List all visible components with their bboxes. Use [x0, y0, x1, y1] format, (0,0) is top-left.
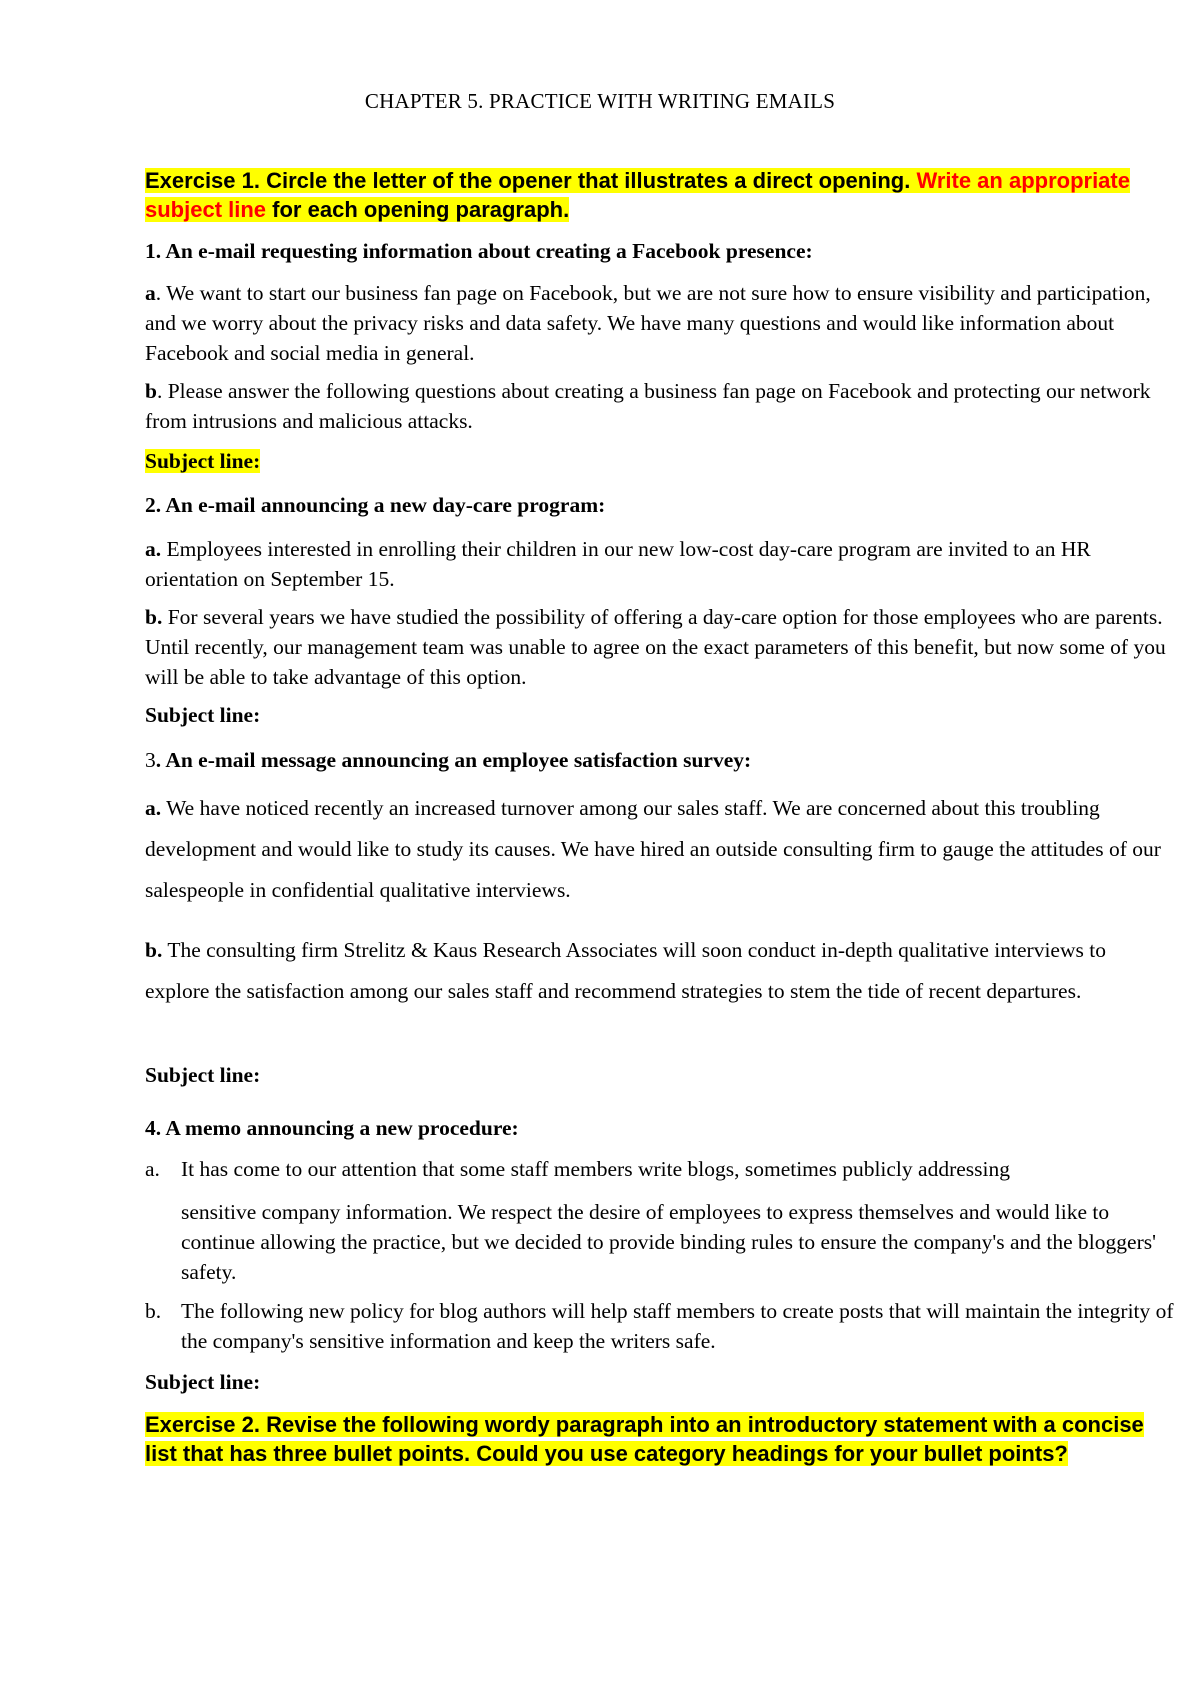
option-b-text: The consulting firm Strelitz & Kaus Research Associates will soon conduct in-depth qualitative interviews to explore the satisfaction among our sales staff and recommend strategies to stem the tide of recent departures. — [145, 938, 1106, 1003]
question-2-option-b — [145, 602, 1170, 692]
option-a-first-line: It has come to our attention that some staff members write blogs, sometimes publicly addressing — [181, 1157, 1010, 1181]
option-a-label: a — [145, 281, 156, 305]
exercise-2-instructions: Exercise 2. Revise the following wordy paragraph into an introductory statement with a concise list that has three bullet points. Could you use category headings for your bullet points? — [145, 1412, 1144, 1466]
option-a-continuation: sensitive company information. We respect the desire of employees to express themselves and would like to continue allowing the practice, but we decided to provide binding rules to ensure the company's and the bloggers' safety. — [181, 1200, 1156, 1284]
option-a-label: a. — [145, 796, 162, 820]
question-3-subject-line: Subject line: — [145, 1063, 261, 1087]
question-3-option-b — [145, 930, 1170, 1012]
option-b-text: . Please answer the following questions about creating a business fan page on Facebook and protecting our network from intrusions and malicious attacks. — [145, 379, 1151, 433]
option-b-label: b. — [145, 938, 163, 962]
exercise-1-instructions — [145, 166, 1165, 224]
question-4-heading: 4. A memo announcing a new procedure: — [145, 1116, 519, 1140]
question-1-heading: 1. An e-mail requesting information about creating a Facebook presence: — [145, 239, 813, 263]
option-a-text: . We want to start our business fan page on Facebook, but we are not sure how to ensure visibility and participation, and we worry about the privacy risks and data safety. We have many questions and would like information about Facebook and social media in general. — [145, 281, 1151, 365]
question-4-subject-line: Subject line: — [145, 1370, 261, 1394]
question-1-subject-line: Subject line: — [145, 449, 261, 473]
question-1-option-a — [145, 278, 1170, 368]
option-b-label: b. — [145, 605, 163, 629]
question-2-heading: 2. An e-mail announcing a new day-care program: — [145, 493, 606, 517]
question-2-subject-line: Subject line: — [145, 703, 261, 727]
option-a-text: Employees interested in enrolling their children in our new low-cost day-care program are invited to an HR orientation on September 15. — [145, 537, 1091, 591]
question-2-option-a — [145, 534, 1170, 594]
question-3-heading: 3. An e-mail message announcing an employee satisfaction survey: — [145, 748, 752, 772]
option-a-label: a. — [145, 537, 162, 561]
option-b-label: b. — [145, 1299, 162, 1323]
option-b-text: The following new policy for blog authors will help staff members to create posts that will maintain the integrity of the company's sensitive information and keep the writers safe. — [181, 1299, 1174, 1353]
option-b-text: For several years we have studied the possibility of offering a day-care option for those employees who are parents. Until recently, our management team was unable to agree on the exact parameters of this benefit, but now some of you will be able to take advantage of this option. — [145, 605, 1166, 689]
exercise-1-lead: Exercise 1. Circle the letter of the opener that illustrates a direct opening. — [145, 168, 911, 193]
exercise-1-tail: for each opening paragraph. — [272, 197, 570, 222]
exercise-1-subject-instruction: Write an appropriate subject line — [145, 168, 1130, 222]
question-1-option-b — [145, 376, 1170, 436]
option-b-label: b — [145, 379, 157, 403]
option-a-label: a. — [145, 1157, 160, 1181]
question-3-option-a — [145, 788, 1170, 911]
option-a-text: We have noticed recently an increased turnover among our sales staff. We are concerned about this troubling development and would like to study its causes. We have hired an outside consulting firm to gauge the attitudes of our salespeople in confidential qualitative interviews. — [145, 796, 1161, 902]
chapter-title: CHAPTER 5. PRACTICE WITH WRITING EMAILS — [364, 89, 836, 113]
